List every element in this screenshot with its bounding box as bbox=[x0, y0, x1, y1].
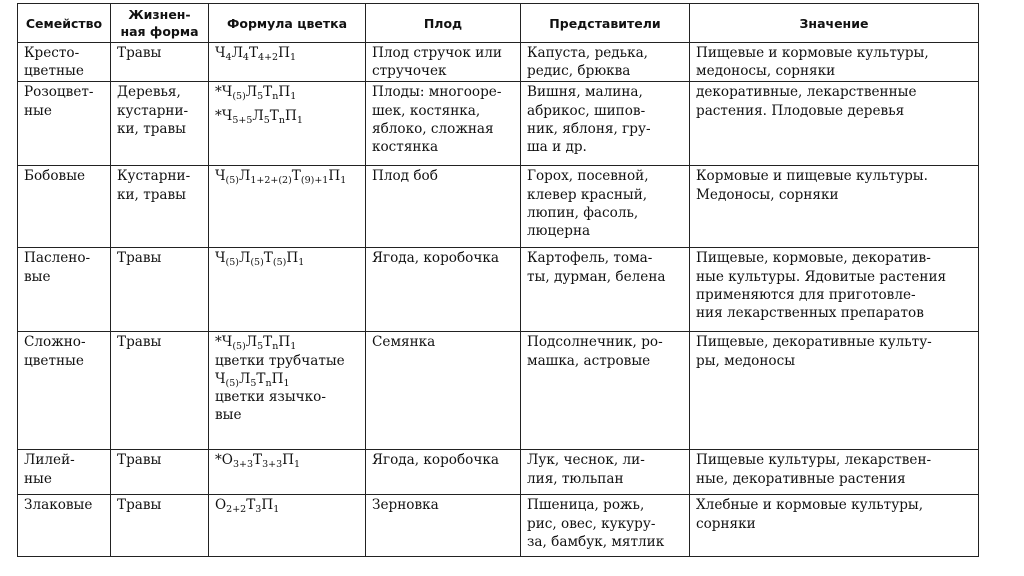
flower-formula bbox=[215, 496, 360, 514]
formula-subscript: 3 bbox=[255, 504, 262, 516]
formula-subscript: (5) bbox=[232, 341, 246, 353]
representatives-cell-line: лия, тюльпан bbox=[527, 470, 624, 487]
fruit-cell-line: Плод боб bbox=[372, 168, 438, 185]
header-formula bbox=[209, 4, 366, 43]
header-text: ная форма bbox=[120, 24, 199, 39]
flower-formula bbox=[215, 333, 360, 351]
life-form-cell-line: Деревья, bbox=[117, 84, 181, 101]
family-cell bbox=[18, 332, 111, 450]
representatives-cell-line: ник, яблоня, гру- bbox=[527, 120, 651, 137]
family-cell bbox=[18, 43, 111, 82]
formula-symbol: Ч bbox=[215, 250, 226, 267]
formula-symbol: Л bbox=[238, 370, 251, 387]
fruit-cell-line: Ягода, коробочка bbox=[372, 452, 499, 469]
family-cell-line: Лилей- bbox=[24, 452, 75, 469]
formula-symbol: Т bbox=[253, 452, 263, 469]
plant-families-table bbox=[17, 3, 979, 557]
formula-symbol: П bbox=[278, 84, 291, 101]
formula-subscript: (5) bbox=[250, 257, 264, 269]
life-form-cell-line: Травы bbox=[117, 250, 162, 267]
fruit-cell-line: костянка bbox=[372, 139, 439, 156]
life-form-cell bbox=[111, 450, 209, 495]
fruit-cell-line: шек, костянка, bbox=[372, 102, 481, 119]
formula-subscript: 2+2 bbox=[226, 504, 247, 516]
header-text: Семейство bbox=[25, 15, 103, 31]
flower-formula bbox=[215, 370, 360, 388]
representatives-cell bbox=[521, 43, 690, 82]
value-cell bbox=[690, 248, 979, 332]
value-cell-line: Пищевые, декоративные культу- bbox=[696, 334, 932, 351]
representatives-cell-line: рис, овес, кукуру- bbox=[527, 515, 656, 532]
table-row bbox=[18, 43, 979, 82]
formula-symbol: П bbox=[328, 168, 341, 185]
formula-symbol: цветки трубчатые bbox=[215, 352, 345, 369]
representatives-cell-line: Пшеница, рожь, bbox=[527, 497, 645, 514]
flower-formula bbox=[215, 107, 360, 125]
table-body bbox=[18, 43, 979, 557]
representatives-cell-line: абрикос, шипов- bbox=[527, 102, 646, 119]
formula-cell bbox=[209, 82, 366, 166]
representatives-cell-line: Лук, чеснок, ли- bbox=[527, 452, 645, 469]
formula-symbol: *О bbox=[215, 452, 233, 469]
representatives-cell-line: машка, астровые bbox=[527, 352, 651, 369]
formula-subscript: 4 bbox=[242, 52, 249, 63]
fruit-cell bbox=[366, 166, 521, 248]
life-form-cell-line: Травы bbox=[117, 334, 162, 351]
family-cell bbox=[18, 82, 111, 166]
family-cell-line: вые bbox=[24, 268, 51, 285]
formula-symbol: Л bbox=[231, 45, 243, 61]
life-form-cell bbox=[111, 248, 209, 332]
formula-subscript: 1 bbox=[273, 504, 280, 516]
value-cell bbox=[690, 495, 979, 557]
formula-symbol: Т bbox=[263, 250, 273, 267]
life-form-cell bbox=[111, 166, 209, 248]
value-cell-line: растения. Плодовые деревья bbox=[696, 102, 905, 119]
family-cell-line: Розоцвет- bbox=[24, 84, 94, 101]
formula-subscript: 5 bbox=[250, 377, 257, 389]
life-form-cell bbox=[111, 495, 209, 557]
formula-cell bbox=[209, 248, 366, 332]
formula-symbol: Т bbox=[246, 497, 256, 514]
formula-cell bbox=[209, 166, 366, 248]
family-cell-line: ные bbox=[24, 102, 52, 119]
formula-subscript: 5+5 bbox=[232, 114, 253, 126]
formula-subscript: 1+2+(2) bbox=[250, 175, 292, 187]
formula-cell bbox=[209, 43, 366, 82]
family-cell-line: Пасленo- bbox=[24, 250, 91, 267]
formula-symbol: П bbox=[286, 250, 299, 267]
fruit-cell-line: Плоды: многооре- bbox=[372, 84, 502, 101]
value-cell-line: ные, декоративные растения bbox=[696, 470, 906, 487]
life-form-cell bbox=[111, 332, 209, 450]
representatives-cell bbox=[521, 82, 690, 166]
formula-symbol: Л bbox=[238, 168, 251, 185]
formula-subscript: n bbox=[278, 114, 285, 126]
formula-subscript: 1 bbox=[290, 341, 297, 353]
formula-subscript: n bbox=[265, 377, 272, 389]
life-form-cell-line: Кустарни- bbox=[117, 168, 191, 185]
value-cell-line: Пищевые, кормовые, декоратив- bbox=[696, 250, 931, 267]
formula-symbol: Т bbox=[256, 370, 266, 387]
life-form-cell-line: Травы bbox=[117, 452, 162, 469]
representatives-cell-line: Вишня, малина, bbox=[527, 84, 643, 101]
fruit-cell bbox=[366, 82, 521, 166]
header-text: Значение bbox=[799, 15, 869, 31]
representatives-cell-line: люпин, фасоль, bbox=[527, 204, 639, 221]
flower-formula bbox=[215, 406, 360, 424]
value-cell-line: Медоносы, сорняки bbox=[696, 186, 839, 203]
formula-subscript: 3+3 bbox=[262, 459, 283, 471]
header-family bbox=[18, 4, 111, 43]
formula-subscript: 4 bbox=[225, 52, 232, 63]
header-text: Плод bbox=[423, 15, 463, 31]
formula-subscript: 5 bbox=[257, 91, 264, 103]
header-row bbox=[18, 4, 979, 43]
family-cell bbox=[18, 495, 111, 557]
formula-symbol: Т bbox=[291, 168, 301, 185]
family-cell bbox=[18, 248, 111, 332]
formula-subscript: (5) bbox=[232, 91, 246, 103]
formula-subscript: (5) bbox=[272, 257, 287, 269]
fruit-cell bbox=[366, 43, 521, 82]
representatives-cell-line: Подсолнечник, ро- bbox=[527, 334, 663, 351]
representatives-cell bbox=[521, 450, 690, 495]
value-cell-line: Хлебные и кормовые культуры, bbox=[696, 497, 924, 514]
family-cell-line: Кресто- bbox=[24, 45, 80, 61]
representatives-cell-line: за, бамбук, мятлик bbox=[527, 533, 665, 550]
formula-subscript: 5 bbox=[263, 114, 270, 126]
formula-symbol: *Ч bbox=[215, 334, 233, 351]
formula-symbol: Ч bbox=[215, 370, 226, 387]
formula-subscript: 3+3 bbox=[232, 459, 254, 471]
value-cell bbox=[690, 332, 979, 450]
representatives-cell-line: люцерна bbox=[527, 223, 591, 240]
formula-symbol: Л bbox=[252, 107, 264, 124]
formula-symbol: Т bbox=[269, 107, 279, 124]
family-cell-line: ные bbox=[24, 470, 52, 487]
value-cell-line: Пищевые и кормовые культуры, bbox=[696, 45, 929, 61]
representatives-cell bbox=[521, 248, 690, 332]
formula-symbol: П bbox=[284, 107, 297, 124]
formula-symbol: вые bbox=[215, 407, 242, 424]
representatives-cell-line: ты, дурман, белена bbox=[527, 268, 666, 285]
value-cell-line: ния лекарственных препаратов bbox=[696, 305, 924, 322]
formula-symbol: Л bbox=[238, 250, 251, 267]
formula-symbol: П bbox=[271, 370, 284, 387]
representatives-cell bbox=[521, 332, 690, 450]
life-form-cell-line: Травы bbox=[117, 45, 162, 61]
representatives-cell-line: редис, брюква bbox=[527, 63, 631, 80]
flower-formula bbox=[215, 167, 360, 185]
formula-symbol: цветки язычко- bbox=[215, 389, 326, 406]
formula-symbol: О bbox=[215, 497, 227, 514]
value-cell bbox=[690, 450, 979, 495]
formula-symbol: *Ч bbox=[215, 107, 233, 124]
representatives-cell-line: клевер красный, bbox=[527, 186, 648, 203]
fruit-cell bbox=[366, 332, 521, 450]
representatives-cell-line: Капуста, редька, bbox=[527, 45, 649, 61]
value-cell-line: ры, медоносы bbox=[696, 352, 796, 369]
formula-subscript: 4+2 bbox=[258, 52, 279, 63]
representatives-cell bbox=[521, 495, 690, 557]
life-form-cell-line: ки, травы bbox=[117, 120, 186, 137]
formula-symbol: Т bbox=[263, 334, 273, 351]
formula-subscript: 1 bbox=[289, 52, 296, 63]
fruit-cell bbox=[366, 248, 521, 332]
formula-subscript: (5) bbox=[225, 257, 239, 269]
formula-subscript: 1 bbox=[283, 377, 290, 389]
formula-symbol: Т bbox=[248, 45, 259, 61]
value-cell-line: Кормовые и пищевые культуры. bbox=[696, 168, 928, 185]
flower-formula bbox=[215, 451, 360, 469]
fruit-cell-line: Зерновка bbox=[372, 497, 439, 514]
header-text: Представители bbox=[549, 15, 661, 31]
fruit-cell-line: Семянка bbox=[372, 334, 436, 351]
formula-subscript: (5) bbox=[225, 175, 239, 187]
family-cell-line: Бобовые bbox=[24, 168, 86, 185]
formula-subscript: 1 bbox=[294, 459, 301, 471]
fruit-cell-line: яблоко, сложная bbox=[372, 120, 494, 137]
flower-formula bbox=[215, 44, 360, 62]
fruit-cell-line: Плод стручок или bbox=[372, 45, 502, 61]
flower-formula bbox=[215, 388, 360, 406]
formula-subscript: (5) bbox=[225, 377, 239, 389]
value-cell bbox=[690, 82, 979, 166]
fruit-cell bbox=[366, 450, 521, 495]
flower-formula bbox=[215, 249, 360, 267]
value-cell-line: Пищевые культуры, лекарствен- bbox=[696, 452, 932, 469]
header-value bbox=[690, 4, 979, 43]
formula-symbol: *Ч bbox=[215, 84, 233, 101]
flower-formula bbox=[215, 352, 360, 370]
header-text: Жизнен- bbox=[128, 7, 191, 22]
life-form-cell bbox=[111, 82, 209, 166]
formula-subscript: 1 bbox=[298, 257, 305, 269]
formula-symbol: Ч bbox=[215, 168, 226, 185]
header-fruit bbox=[366, 4, 521, 43]
fruit-cell-line: Ягода, коробочка bbox=[372, 250, 499, 267]
table-row bbox=[18, 332, 979, 450]
table-wrapper bbox=[17, 3, 978, 557]
life-form-cell bbox=[111, 43, 209, 82]
header-representatives bbox=[521, 4, 690, 43]
table-row bbox=[18, 495, 979, 557]
formula-symbol: Т bbox=[263, 84, 273, 101]
formula-symbol: Л bbox=[245, 334, 258, 351]
family-cell-line: Сложно- bbox=[24, 334, 86, 351]
table-row bbox=[18, 248, 979, 332]
life-form-cell-line: ки, травы bbox=[117, 186, 186, 203]
family-cell bbox=[18, 450, 111, 495]
representatives-cell-line: Горох, посевной, bbox=[527, 168, 649, 185]
value-cell-line: медоносы, сорняки bbox=[696, 63, 836, 80]
header-life-form bbox=[111, 4, 209, 43]
formula-cell bbox=[209, 495, 366, 557]
table-row bbox=[18, 450, 979, 495]
formula-symbol: Ч bbox=[215, 45, 226, 61]
family-cell-line: цветные bbox=[24, 352, 84, 369]
formula-symbol: П bbox=[278, 45, 290, 61]
formula-symbol: Л bbox=[245, 84, 258, 101]
value-cell-line: декоративные, лекарственные bbox=[696, 84, 917, 101]
flower-formula bbox=[215, 83, 360, 101]
representatives-cell-line: ша и др. bbox=[527, 139, 587, 156]
formula-cell bbox=[209, 450, 366, 495]
formula-symbol: П bbox=[261, 497, 274, 514]
value-cell bbox=[690, 43, 979, 82]
fruit-cell bbox=[366, 495, 521, 557]
value-cell-line: сорняки bbox=[696, 515, 756, 532]
formula-symbol: П bbox=[278, 334, 291, 351]
table-row bbox=[18, 166, 979, 248]
fruit-cell-line: стручочек bbox=[372, 63, 447, 80]
formula-subscript: n bbox=[272, 341, 279, 353]
formula-subscript: 1 bbox=[340, 175, 347, 187]
formula-subscript: 5 bbox=[257, 341, 264, 353]
formula-subscript: (9)+1 bbox=[300, 175, 329, 187]
formula-subscript: 1 bbox=[296, 114, 303, 126]
formula-symbol: П bbox=[282, 452, 295, 469]
family-cell-line: Злаковые bbox=[24, 497, 93, 514]
life-form-cell-line: кустарни- bbox=[117, 102, 189, 119]
header-text: Формула цветка bbox=[226, 15, 348, 31]
value-cell-line: применяются для приготовле- bbox=[696, 286, 916, 303]
representatives-cell-line: Картофель, тома- bbox=[527, 250, 653, 267]
formula-cell bbox=[209, 332, 366, 450]
value-cell bbox=[690, 166, 979, 248]
life-form-cell-line: Травы bbox=[117, 497, 162, 514]
family-cell-line: цветные bbox=[24, 63, 84, 80]
table-row bbox=[18, 82, 979, 166]
family-cell bbox=[18, 166, 111, 248]
formula-subscript: n bbox=[272, 91, 279, 103]
representatives-cell bbox=[521, 166, 690, 248]
formula-subscript: 1 bbox=[290, 91, 297, 103]
value-cell-line: ные культуры. Ядовитые растения bbox=[696, 268, 947, 285]
